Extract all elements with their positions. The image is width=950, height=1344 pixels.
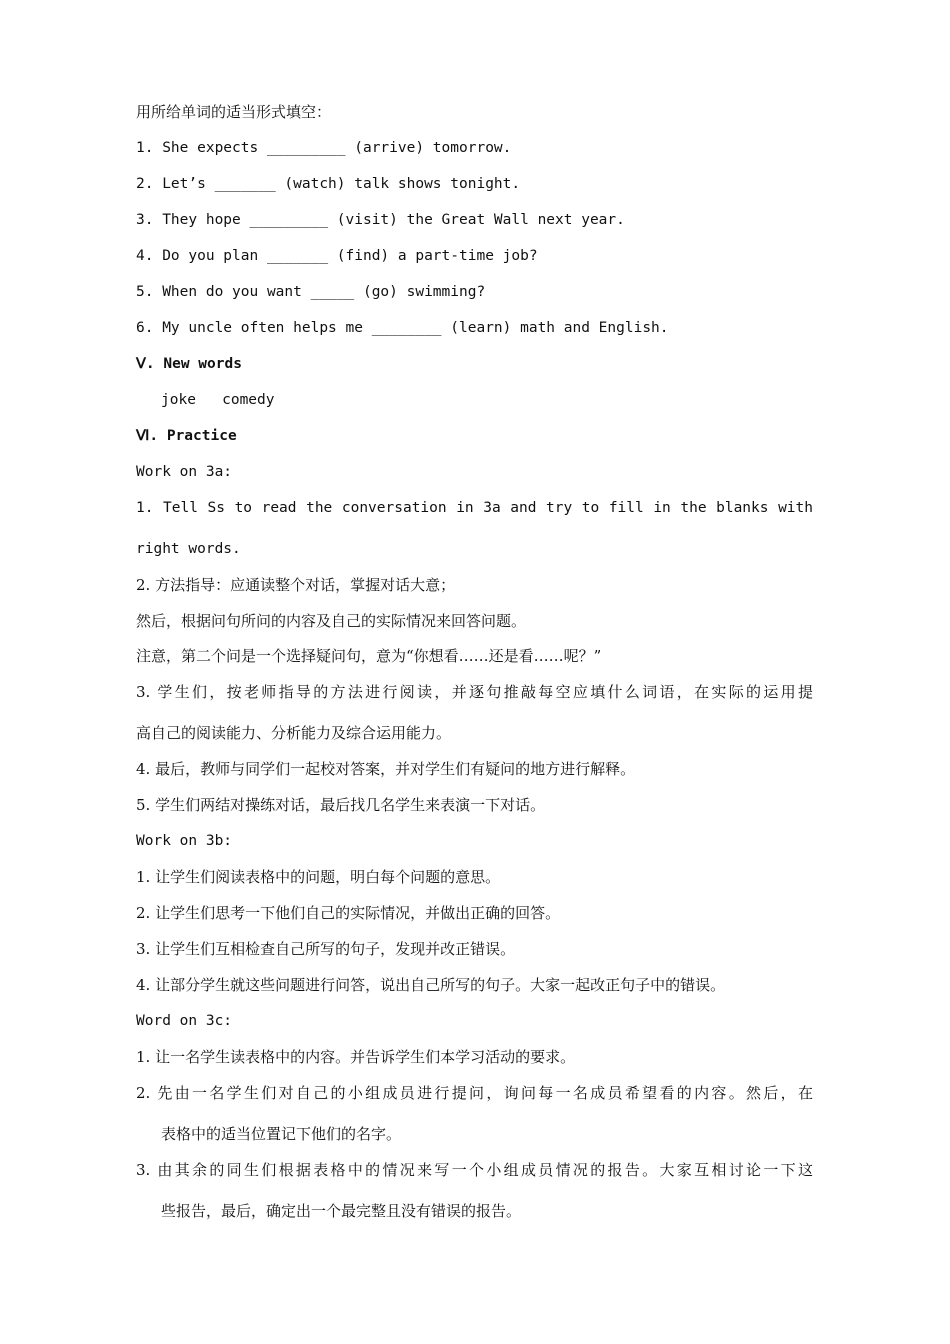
new-words-list: joke comedy bbox=[161, 392, 275, 408]
work-3a-title: Work on 3a: bbox=[136, 464, 233, 480]
section-5-heading: Ⅴ. New words bbox=[136, 356, 242, 372]
work-3a-item-2-line-1: 2. 方法指导：应通读整个对话，掌握对话大意； bbox=[136, 576, 456, 594]
fill-blank-item-3: 3. They hope _________ (visit) the Great Wall next year. bbox=[136, 212, 625, 228]
work-3a-item-4: 4. 最后，教师与同学们一起校对答案，并对学生们有疑问的地方进行解释。 bbox=[136, 760, 636, 778]
fill-blank-item-5: 5. When do you want _____ (go) swimming? bbox=[136, 284, 486, 300]
work-3b-item-3: 3. 让学生们互相检查自己所写的句子，发现并改正错误。 bbox=[136, 940, 516, 958]
work-3c-item-2-line-2: 表格中的适当位置记下他们的名字。 bbox=[161, 1125, 402, 1143]
fill-blank-item-2: 2. Let’s _______ (watch) talk shows tonight. bbox=[136, 176, 521, 192]
section-6-heading: Ⅵ. Practice bbox=[136, 428, 237, 444]
work-3c-item-1: 1. 让一名学生读表格中的内容。并告诉学生们本学习活动的要求。 bbox=[136, 1048, 576, 1066]
work-3a-item-1-line-2: right words. bbox=[136, 541, 241, 557]
work-3b-item-1: 1. 让学生们阅读表格中的问题，明白每个问题的意思。 bbox=[136, 868, 501, 886]
work-3b-title: Work on 3b: bbox=[136, 833, 233, 849]
work-3c-item-3-line-1: 3. 由其余的同生们根据表格中的情况来写一个小组成员情况的报告。大家互相讨论一下这 bbox=[136, 1161, 813, 1179]
fill-blank-item-6: 6. My uncle often helps me ________ (learn) math and English. bbox=[136, 320, 669, 336]
work-3a-item-3-line-2: 高自己的阅读能力、分析能力及综合运用能力。 bbox=[136, 724, 452, 742]
instruction-line: 用所给单词的适当形式填空： bbox=[136, 103, 332, 121]
fill-blank-item-4: 4. Do you plan _______ (find) a part-time job? bbox=[136, 248, 538, 264]
fill-blank-item-1: 1. She expects _________ (arrive) tomorrow. bbox=[136, 140, 512, 156]
work-3a-item-3-line-1: 3. 学生们，按老师指导的方法进行阅读，并逐句推敲每空应填什么词语，在实际的运用提 bbox=[136, 683, 813, 701]
work-3a-item-1-line-1: 1. Tell Ss to read the conversation in 3a and try to fill in the blanks with bbox=[136, 500, 813, 516]
work-3a-item-2-line-3: 注意，第二个问是一个选择疑问句，意为“你想看……还是看……呢？” bbox=[136, 647, 602, 665]
work-3a-item-2-line-2: 然后，根据问句所问的内容及自己的实际情况来回答问题。 bbox=[136, 612, 527, 630]
work-3a-item-5: 5. 学生们两结对操练对话，最后找几名学生来表演一下对话。 bbox=[136, 796, 546, 814]
work-3b-item-4: 4. 让部分学生就这些问题进行问答，说出自己所写的句子。大家一起改正句子中的错误。 bbox=[136, 976, 726, 994]
work-3c-title: Word on 3c: bbox=[136, 1013, 233, 1029]
work-3c-item-2-line-1: 2. 先由一名学生们对自己的小组成员进行提问，询问每一名成员希望看的内容。然后，在 bbox=[136, 1084, 813, 1102]
work-3c-item-3-line-2: 些报告，最后，确定出一个最完整且没有错误的报告。 bbox=[161, 1202, 522, 1220]
work-3b-item-2: 2. 让学生们思考一下他们自己的实际情况，并做出正确的回答。 bbox=[136, 904, 561, 922]
